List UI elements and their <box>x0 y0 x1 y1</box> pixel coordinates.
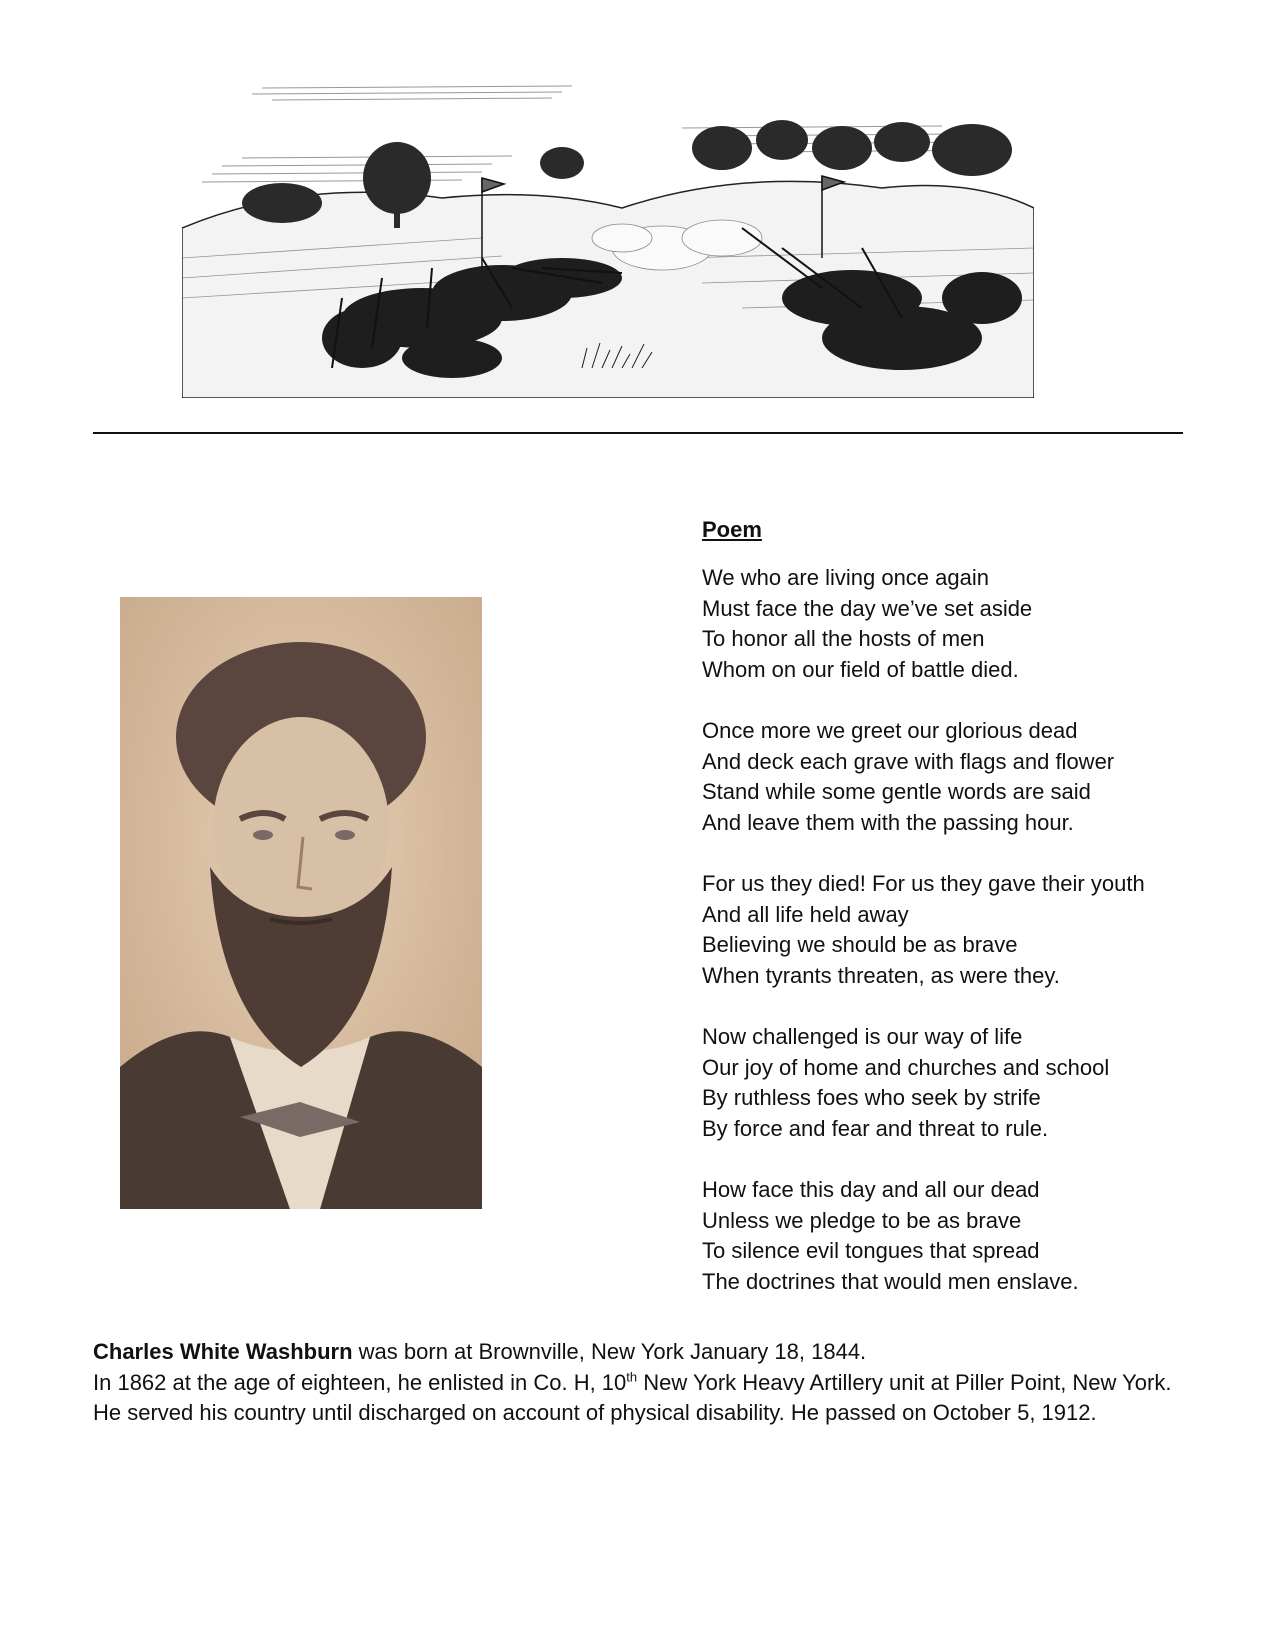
portrait-photo <box>120 597 482 1209</box>
biography-paragraph <box>93 1337 1203 1429</box>
battle-engraving-icon <box>182 68 1034 398</box>
poem-line: How face this day and all our dead <box>702 1177 1040 1202</box>
horizontal-divider <box>93 432 1183 434</box>
poem-line: And all life held away <box>702 901 909 927</box>
poem-stanza <box>702 1175 1262 1297</box>
poem-line: Now challenged is our way of life <box>702 1024 1023 1049</box>
poem-line: We who are living once again <box>702 565 989 590</box>
poem-stanza <box>702 1022 1262 1144</box>
poem-stanza <box>702 716 1262 838</box>
bio-enlist-text <box>93 1368 1203 1429</box>
bio-born-line <box>93 1337 1203 1368</box>
bio-born-text: was born at Brownville, New York January 18, 1844. <box>352 1339 867 1364</box>
poem-line: When tyrants threaten, as were they. <box>702 962 1060 988</box>
poem-line: Our joy of home and churches and school <box>702 1054 1110 1080</box>
poem-stanza <box>702 869 1262 991</box>
poem-line: By force and fear and threat to rule. <box>702 1115 1049 1141</box>
poem-line: The doctrines that would men enslave. <box>702 1268 1079 1294</box>
poem-title: Poem <box>702 517 762 542</box>
poem-line: Whom on our field of battle died. <box>702 656 1019 682</box>
poem-line: And leave them with the passing hour. <box>702 809 1074 835</box>
bio-enlist-post: New York Heavy Artillery unit at Piller Point, New York. He served his country until discharged on account of physical disability. He passed on October 5, 1912. <box>93 1369 1172 1425</box>
poem-line: For us they died! For us they gave their youth <box>702 871 1145 896</box>
poem-line: Must face the day we’ve set aside <box>702 595 1033 621</box>
bearded-man-portrait-icon <box>120 597 482 1209</box>
poem-block <box>702 515 1262 1328</box>
poem-line: By ruthless foes who seek by strife <box>702 1085 1041 1110</box>
poem-stanza <box>702 563 1262 685</box>
bio-enlist-pre: In 1862 at the age of eighteen, he enlisted in Co. H, 10 <box>93 1369 627 1395</box>
poem-line: Unless we pledge to be as brave <box>702 1207 1022 1233</box>
poem-line: To honor all the hosts of men <box>702 626 985 651</box>
poem-line: To silence evil tongues that spread <box>702 1238 1040 1263</box>
bio-name: Charles White Washburn <box>93 1339 353 1364</box>
poem-line: And deck each grave with flags and flower <box>702 748 1115 774</box>
poem-line: Stand while some gentle words are said <box>702 779 1091 804</box>
bio-enlist-sup: th <box>626 1369 638 1385</box>
poem-line: Believing we should be as brave <box>702 932 1018 957</box>
poem-line: Once more we greet our glorious dead <box>702 718 1078 743</box>
